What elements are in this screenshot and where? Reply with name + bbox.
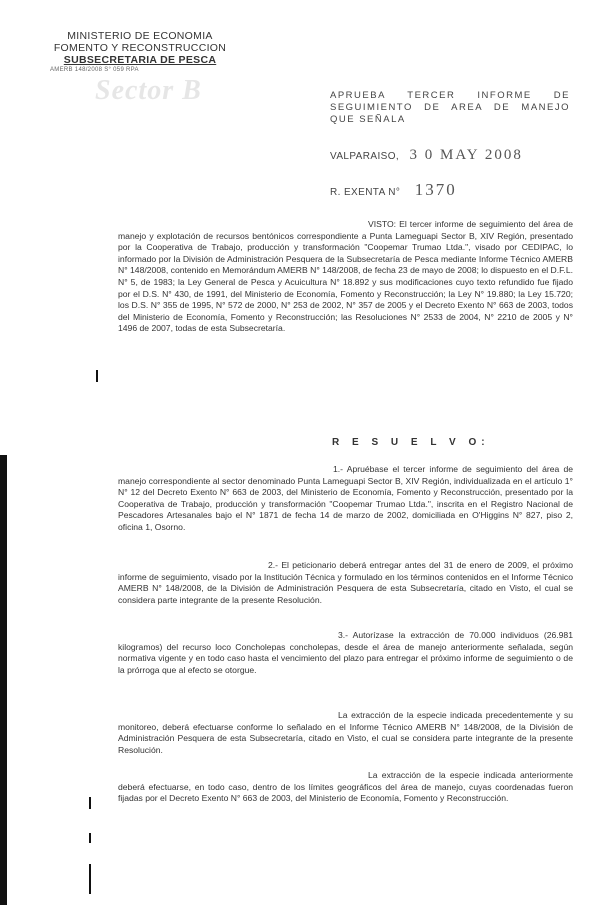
date-stamp: 3 0 MAY 2008 <box>409 147 523 163</box>
visto-paragraph: VISTO: El tercer informe de seguimiento del área de manejo y explotación de recursos bentónicos correspondiente a Punta Lameguapi Sector B, XIV Región, presentado por la Cooperativa de Trabajo, producción y transformación "Coopemar Trumao Ltda.", visado por CEDIPAC, lo informado por la División de Administración Pesquera de la Subsecretaría de Pesca mediante Informe Técnico AMERB N° 148/2008, contenido en Memorándum AMERB N° 148/2008, de fecha 23 de mayo de 2008; lo dispuesto en el D.F.L. N° 5, de 1983; la Ley General de Pesca y Acuicultura N° 18.892 y sus modificaciones cuyo texto refundido fue fijado por el D.S. N° 430, de 1991, del Ministerio de Economía, Fomento y Reconstrucción; la Ley N° 19.880; la Ley 15.720; los D.S. N° 355 de 1995, N° 572 de 2000, N° 253 de 2002, N° 357 de 2005 y el Decreto Exento N° 663 de 2003, todos del Ministerio de Economía, Fomento y Reconstrucción; las Resoluciones N° 2533 de 2004, N° 2210 de 2005 y N° 1496 de 2007, todas de esta Subsecretaría. <box>118 219 573 334</box>
article-paragraph: 3.- Autorízase la extracción de 70.000 individuos (26.981 kilogramos) del recurso loco Concholepas concholepas, desde el área de manejo anteriormente señalada, según normativa vigente y en todo caso hasta el vencimiento del plazo para entregar el próximo informe de seguimiento o de la prórroga que al efecto se otorgue. <box>118 630 573 675</box>
article-3-extraction <box>118 710 573 756</box>
scan-margin-bar <box>96 370 98 382</box>
resolution-number: 1370 <box>414 180 457 199</box>
article-3-limits <box>118 770 573 805</box>
letterhead <box>50 30 230 74</box>
ministry-name-2: FOMENTO Y RECONSTRUCCION <box>53 42 227 54</box>
resuelvo-heading: R E S U E L V O: <box>332 437 490 448</box>
article-paragraph: La extracción de la especie indicada anteriormente deberá efectuarse, en todo caso, dentro de los límites geográficos del área de manejo, cuyas coordenadas fueron fijadas por el Decreto Exento N° 663 de 2003, del Ministerio de Economía, Fomento y Reconstrucción. <box>118 770 573 804</box>
article-3 <box>118 630 573 676</box>
city-label: VALPARAISO, <box>330 151 400 162</box>
article-paragraph: La extracción de la especie indicada precedentemente y su monitoreo, deberá efectuarse conforme lo señalado en el Informe Técnico AMERB N° 148/2008, de la División de Administración Pesquera de esta Subsecretaría, citado en Visto, el cual se considera parte integrante de la presente Resolución. <box>118 710 573 755</box>
resolution-subject: APRUEBA TERCER INFORME DE SEGUIMIENTO DE AREA DE MANEJO QUE SEÑALA <box>330 90 570 125</box>
resolution-label: R. EXENTA N° <box>330 187 401 198</box>
ministry-name: MINISTERIO DE ECONOMIA <box>67 30 213 42</box>
stamp-watermark: Sector B <box>95 75 202 106</box>
scan-margin-bar <box>89 833 91 843</box>
resolution-number-line <box>330 180 457 200</box>
scan-margin-bar <box>89 864 91 894</box>
scan-margin-bar <box>89 797 91 809</box>
article-paragraph: 1.- Apruébase el tercer informe de seguimiento del área de manejo correspondiente al sector denominado Punta Lameguapi Sector B, XIV Región, individualizada en el artículo 1° N° 12 del Decreto Exento N° 663 de 2003, del Ministerio de Economía, Fomento y Reconstrucción, presentado por la Cooperativa de Trabajo, producción y transformación "Coopemar Trumao Ltda.", inscrita en el Registro Nacional de Pescadores Artesanales bajo el N° 1871 de fecha 14 de marzo de 2002, domiciliada en O'Higgins N° 827, piso 2, oficina 1, Osorno. <box>118 464 573 532</box>
article-2 <box>118 560 573 606</box>
article-1 <box>118 464 573 534</box>
visto-section <box>118 219 573 335</box>
article-paragraph: 2.- El peticionario deberá entregar antes del 31 de enero de 2009, el próximo informe de seguimiento, visado por la Institución Técnica y formulado en los términos contenidos en el Informe Técnico AMERB N° 148/2008, de la División de Administración Pesquera de esta Subsecretaría, citado en Visto, el cual se considera parte integrante de la presente Resolución. <box>118 560 573 605</box>
reference-code: AMERB 148/2008 S° 059 RPA <box>50 67 139 73</box>
subsecretaria-name: SUBSECRETARIA DE PESCA <box>63 54 217 66</box>
date-line <box>330 146 523 164</box>
scan-margin-bar <box>0 455 7 905</box>
